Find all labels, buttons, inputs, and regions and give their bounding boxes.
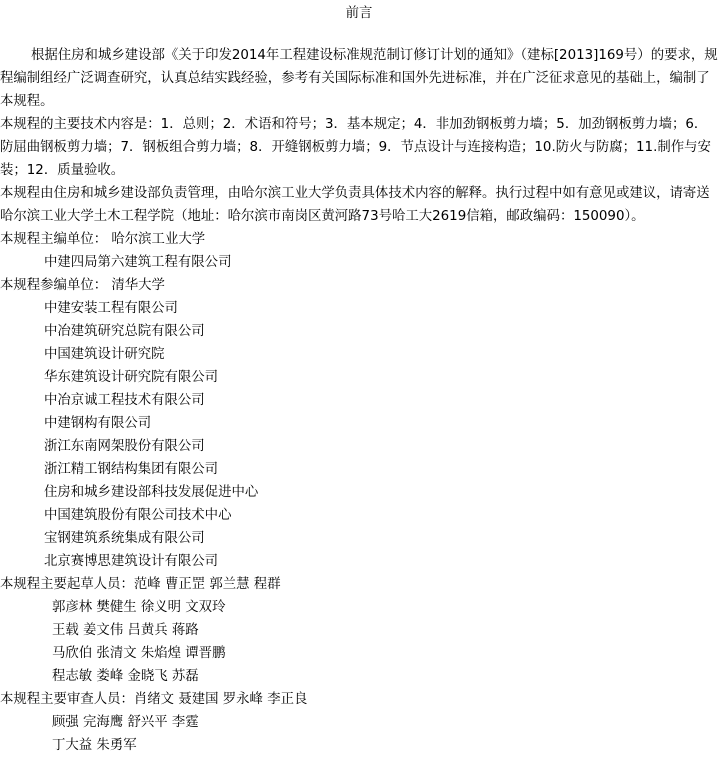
participant-unit: 中建安装工程有限公司 — [44, 301, 178, 316]
chief-editor-unit: 中建四局第六建筑工程有限公司 — [44, 255, 232, 270]
reviewers-names: 肖绪文 聂建国 罗永峰 李正良 — [133, 692, 308, 707]
chief-editor-unit: 哈尔滨工业大学 — [111, 232, 206, 247]
participant-unit: 宝钢建筑系统集成有限公司 — [44, 531, 205, 546]
participant-unit: 中国建筑股份有限公司技术中心 — [44, 508, 232, 523]
participant-unit: 华东建筑设计研究院有限公司 — [44, 370, 219, 385]
drafters-names: 范峰 曹正罡 郭兰慧 程群 — [133, 577, 281, 592]
participant-unit: 中冶京诚工程技术有限公司 — [44, 393, 205, 408]
drafters-names: 马欣伯 张清文 朱焰煌 谭晋鹏 — [52, 646, 226, 661]
participant-unit: 住房和城乡建设部科技发展促进中心 — [44, 485, 259, 500]
drafters-names: 程志敏 娄峰 金晓飞 苏磊 — [52, 669, 199, 684]
management-paragraph: 本规程由住房和城乡建设部负责管理，由哈尔滨工业大学负责具体技术内容的解释。执行过程中如有意见或建议，请寄送哈尔滨工业大学土木工程学院（地址：哈尔滨市南岗区黄河路73号哈工大2619信箱，邮政编码：150090）。 — [0, 186, 710, 224]
reviewers-names: 丁大益 朱勇军 — [52, 738, 137, 753]
participants-label: 本规程参编单位： — [0, 278, 108, 293]
drafters-label: 本规程主要起草人员： — [0, 577, 134, 592]
drafters-names: 郭彦林 樊健生 徐义明 文双玲 — [52, 600, 226, 615]
drafters-line — [0, 573, 718, 596]
participant-unit: 中建钢构有限公司 — [44, 416, 152, 431]
participant-unit: 中国建筑设计研究院 — [44, 347, 165, 362]
reviewers-line — [0, 688, 718, 711]
participants-line — [0, 274, 718, 297]
chief-editors-label: 本规程主编单位： — [0, 232, 108, 247]
drafters-names: 王载 姜文伟 吕黄兵 蒋路 — [52, 623, 199, 638]
participant-unit: 中冶建筑研究总院有限公司 — [44, 324, 205, 339]
participant-unit: 北京赛博思建筑设计有限公司 — [44, 554, 219, 569]
main-content-paragraph: 本规程的主要技术内容是：1．总则；2．术语和符号；3．基本规定；4．非加劲钢板剪力墙；5．加劲钢板剪力墙；6．防屈曲钢板剪力墙；7．钢板组合剪力墙；8．开缝钢板剪力墙；9．节点设计与连接构造；10.防火与防腐；11.制作与安装；12．质量验收。 — [0, 117, 711, 178]
participant-unit: 浙江东南网架股份有限公司 — [44, 439, 205, 454]
page-title: 前言 — [345, 6, 373, 21]
reviewers-label: 本规程主要审查人员： — [0, 692, 134, 707]
reviewers-names: 顾强 完海鹰 舒兴平 李霆 — [52, 715, 199, 730]
participant-unit: 浙江精工钢结构集团有限公司 — [44, 462, 219, 477]
chief-editors-line — [0, 228, 718, 251]
intro-paragraph: 根据住房和城乡建设部《关于印发2014年工程建设标准规范制订修订计划的通知》（建标[2013]169号）的要求，规程编制组经广泛调查研究，认真总结实践经验，参考有关国际标准和国外先进标准，并在广泛征求意见的基础上，编制了本规程。 — [0, 48, 718, 109]
participant-unit: 清华大学 — [111, 278, 165, 293]
